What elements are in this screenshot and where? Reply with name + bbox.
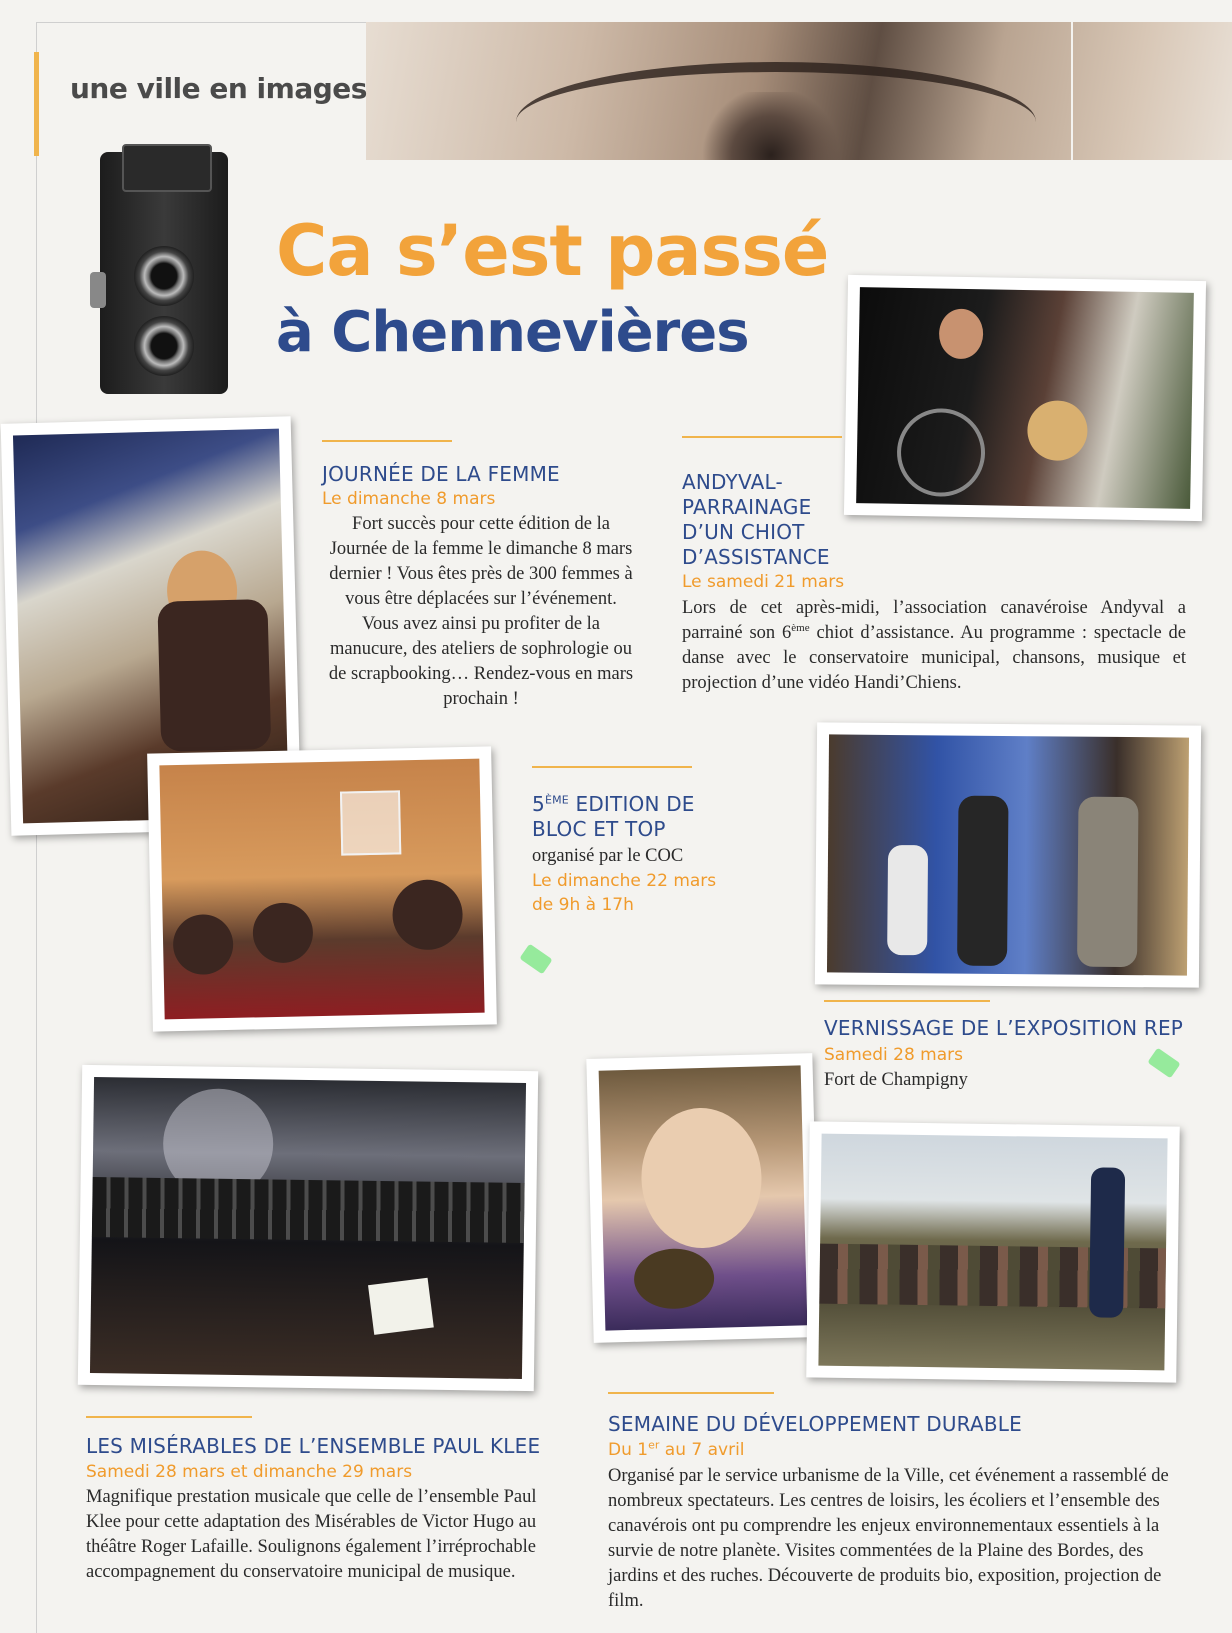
article-title-andyval-line3: D’UN CHIOT	[682, 520, 805, 544]
photo-face	[640, 1106, 764, 1249]
dog-shape	[1027, 400, 1088, 461]
article-rule	[824, 1000, 990, 1002]
photo-exposition-rep	[815, 722, 1201, 987]
article-rule	[608, 1392, 774, 1394]
camera-lens-top	[134, 246, 194, 306]
photo-figure	[392, 879, 463, 950]
article-title-bloc-sup: ÈME	[544, 793, 569, 807]
photo-figure	[1089, 1167, 1125, 1317]
article-body-andyval-part2: chiot d’assistance. Au programme : spectacle de danse avec le conservatoire municipal, chansons, musique et projection d’une vidéo Handi’Chiens.	[682, 623, 1186, 693]
camera-knob	[90, 272, 106, 308]
article-title-andyval-line2: PARRAINAGE	[682, 495, 812, 519]
photo-figure	[939, 308, 984, 359]
article-date-durable-part2: au 7 avril	[659, 1440, 745, 1460]
article-title-bloc-num: 5	[532, 792, 545, 816]
article-date-expo: Samedi 28 mars	[824, 1045, 964, 1065]
article-body-durable: Organisé par le service urbanisme de la Ville, cet événement a rassemblé de nombreux spectateurs. Les centres de loisirs, les écoliers et l’ensemble des canavérois ont pu comprendre les enjeux environnementaux essentiels à la survie de notre planète. Visites commentées de la Plaine des Bordes, des jardins et des ruches. Découverte de produits bio, exposition, projection de film.	[608, 1466, 1169, 1611]
photo-figure	[157, 599, 271, 752]
article-title-bloc-line2: BLOC ET TOP	[532, 817, 666, 841]
article-body-andyval	[682, 596, 1186, 696]
article-body-andyval-part1: Lors de cet après-midi, l’association canavéroise Andyval a parrainé son 6	[682, 598, 1186, 643]
article-date-bloc-line2: de 9h à 17h	[532, 895, 634, 915]
article-body-femme: Fort succès pour cette édition de la Journée de la femme le dimanche 8 mars dernier ! Vous êtes près de 300 femmes à vous être déplacées sur l’événement. Vous avez ainsi pu profiter de la manucure, des ateliers de sophrologie ou de scrapbooking… Rendez-vous en mars prochain !	[328, 514, 634, 709]
article-body-andyval-sup: ème	[791, 621, 810, 634]
article-title-andyval-line4: D’ASSISTANCE	[682, 545, 830, 569]
photo-bloc-et-top	[147, 746, 497, 1031]
article-date-miserables: Samedi 28 mars et dimanche 29 mars	[86, 1462, 413, 1482]
banner-divider	[1071, 22, 1073, 160]
article-title-andyval	[682, 470, 982, 570]
article-title-durable: SEMAINE DU DÉVELOPPEMENT DURABLE	[608, 1412, 1022, 1436]
camera-viewfinder	[122, 144, 212, 192]
section-accent-bar	[34, 52, 39, 156]
article-rule	[682, 436, 842, 438]
photo-miserables	[78, 1065, 538, 1391]
article-place-expo: Fort de Champigny	[824, 1070, 968, 1090]
page-title-line2: à Chennevières	[276, 300, 749, 365]
camera-lens-bottom	[134, 316, 194, 376]
photo-figure	[1077, 797, 1138, 968]
article-title-bloc-rest: EDITION DE	[568, 792, 695, 816]
sunflower-shape	[633, 1248, 715, 1310]
section-label: une ville en images	[70, 72, 367, 105]
article-rule	[322, 440, 452, 442]
article-date-durable-sup: er	[648, 1438, 660, 1452]
page-title-line1: Ca s’est passé	[276, 210, 829, 292]
photo-figure	[252, 902, 313, 963]
article-title-expo: VERNISSAGE DE L’EXPOSITION REP	[824, 1016, 1184, 1040]
article-date-femme: Le dimanche 8 mars	[322, 489, 496, 509]
article-rule	[86, 1416, 252, 1418]
photo-figure	[173, 914, 234, 975]
article-title-bloc-line1	[532, 792, 772, 817]
article-title-femme: JOURNÉE DE LA FEMME	[322, 462, 560, 486]
photo-figure	[887, 845, 928, 955]
article-date-bloc-line1: Le dimanche 22 mars	[532, 871, 717, 891]
photo-girl-sunflower	[586, 1053, 819, 1343]
article-body-miserables: Magnifique prestation musicale que celle de l’ensemble Paul Klee pour cette adaptation des Misérables de Victor Hugo au théâtre Roger Lafaille. Soulignons également l’irréprochable accompagnement du conservatoire municipal de musique.	[86, 1487, 537, 1582]
article-title-bloc	[532, 792, 772, 842]
article-date-andyval: Le samedi 21 mars	[682, 572, 845, 592]
photo-plaine-des-bordes	[806, 1121, 1180, 1382]
article-date-durable-part1: Du 1	[608, 1440, 649, 1460]
eye-shape	[696, 92, 846, 160]
photo-figure	[957, 796, 1008, 966]
article-title-andyval-line1: ANDYVAL-	[682, 470, 783, 494]
article-rule	[532, 766, 692, 768]
basketball-board	[340, 790, 401, 855]
article-title-miserables: LES MISÉRABLES DE L’ENSEMBLE PAUL KLEE	[86, 1434, 541, 1458]
header-banner-image	[366, 22, 1232, 160]
music-sheet	[368, 1278, 434, 1335]
choir-row	[92, 1177, 525, 1243]
article-date-durable	[608, 1439, 1008, 1461]
article-organizer-bloc: organisé par le COC	[532, 846, 684, 866]
camera-illustration	[100, 152, 228, 394]
